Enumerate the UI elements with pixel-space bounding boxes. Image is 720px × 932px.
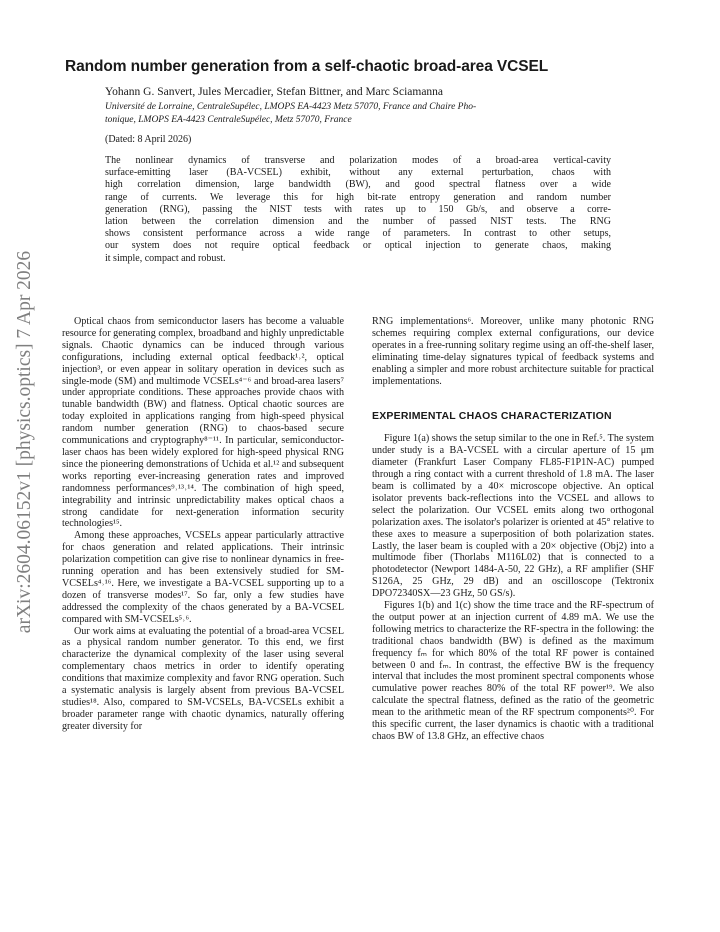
body-paragraph: Among these approaches, VCSELs appear particularly attractive for chaos generation and related applications. Their intrinsic polarization competition can give rise to nonlinear dynamics in free-running operation and has been extensively studied for SM-VCSELs⁴˒¹⁶. Here, we investigate a BA-VCSEL supporting up to a dozen of transverse modes¹⁷. So far, only a few studies have addressed the complexity of the chaos generated by a BA-VCSEL compared with SM-VCSELs⁵˒⁶. bbox=[62, 530, 344, 625]
body-paragraph: RNG implementations⁶. Moreover, unlike many photonic RNG schemes requiring complex external configurations, our device operates in a free-running solitary regime using an off-the-shelf laser, eliminating time-delay signatures typical of feedback systems and enabling a simpler and more robust architecture suitable for practical implementations. bbox=[372, 316, 654, 387]
left-column bbox=[62, 316, 344, 733]
paper-title: Random number generation from a self-chaotic broad-area VCSEL bbox=[65, 58, 549, 75]
affiliation-line-1: Université de Lorraine, CentraleSupélec, LMOPS EA-4423 Metz 57070, France and Chaire Pho- bbox=[105, 102, 477, 112]
author-list: Yohann G. Sanvert, Jules Mercadier, Stefan Bittner, and Marc Sciamanna bbox=[105, 86, 444, 98]
abstract-line: lation between the correlation dimension and the number of passed NIST tests. The RNG bbox=[105, 216, 611, 227]
right-column bbox=[372, 316, 654, 743]
body-paragraph: Our work aims at evaluating the potential of a broad-area VCSEL as a physical random number generator. To this end, we first characterize the dynamical complexity of the laser using several complementary chaos metrics in order to identify operating conditions that maximize complexity and favor RNG operation. Such a systematic analysis is largely absent from previous BA-VCSEL studies¹⁸. Also, compared to SM-VCSELs, BA-VCSELs exhibit a broader parameter range with chaotic dynamics, naturally offering greater diversity for bbox=[62, 625, 344, 732]
body-paragraph: Figures 1(b) and 1(c) show the time trace and the RF-spectrum of the output power at an injection current of 4.89 mA. We use the following metrics to characterize the RF-spectra in the following: the traditional chaos bandwidth (BW) is defined as the maximum frequency fₘ for which 80% of the total RF power is contained between 0 and fₘ. In contrast, the effective BW is the frequency interval that includes the most prominent spectral components whose cumulative power reaches 80% of the total RF power¹⁹. We also calculate the spectral flatness, defined as the ratio of the geometric mean to the arithmetic mean of the RF spectrum components²⁰. For this specific current, the laser dynamics is chaotic with a traditional chaos BW of 13.8 GHz, an effective chaos bbox=[372, 600, 654, 742]
abstract-line: range of currents. We leverage this for high bit-rate entropy generation and random number bbox=[105, 191, 611, 203]
abstract-line: generation (RNG), passing the NIST tests with rates up to 150 Gb/s, and observe a corre- bbox=[105, 203, 611, 215]
section-heading: EXPERIMENTAL CHAOS CHARACTERIZATION bbox=[372, 410, 612, 423]
arxiv-identifier: arXiv:2604.06152v1 [physics.optics] 7 Apr 2026 bbox=[14, 250, 36, 634]
body-paragraph: Figure 1(a) shows the setup similar to the one in Ref.⁵. The system under study is a BA-VCSEL with a circular aperture of 15 μm diameter (Frankfurt Laser Company FL85-F1P1N-AC) pumped through a ring contact with a current threshold of 1.8 mA. The laser beam is collimated by a 40× microscope objective. An optical isolator prevents back-reflections into the VCSEL and allows to select the polarization. Our VCSEL emits along two orthogonal polarization axes. The isolator's polarizer is oriented at 45° relative to these axes to measure a superposition of both polarization states. Lastly, the laser beam is coupled with a 20× objective (Obj2) into a multimode fiber (Thorlabs M116L02) that is connected to a photodetector (Newport 1484-A-50, 22 GHz), a RF amplifier (SHF S126A, 25 GHz, 29 dB) and an oscilloscope (Tektronix DPO72340SX—23 GHz, 50 GS/s). bbox=[372, 433, 654, 600]
abstract-line: The nonlinear dynamics of transverse and polarization modes of a broad-area vertical-cavity bbox=[105, 155, 611, 166]
date-line: (Dated: 8 April 2026) bbox=[105, 134, 192, 145]
abstract-line: it simple, compact and robust. bbox=[105, 252, 226, 264]
body-paragraph: Optical chaos from semiconductor lasers has become a valuable resource for generating complex, broadband and highly unpredictable signals. Chaotic dynamics can be induced through various configurations, including external optical feedback¹˒², optical injection³, or even appear in solitary operation in devices such as single-mode (SM) and multimode VCSELs⁴⁻⁶ and broad-area lasers⁷ under appropriate conditions. These approaches provide chaos with tunable bandwidth (BW) and flatness. Optical chaotic sources are today exploited in applications ranging from high-speed physical random number generation (RNG) to chaos-based secure communications and cryptography⁸⁻¹¹. In particular, semiconductor-laser chaos has been widely explored for high-speed physical RNG since the pioneering demonstrations of Uchida et al.¹² and subsequent works reporting ever-increasing generation rates and improved randomness performances⁹˒¹³˒¹⁴. The combination of high speed, integrability and intrinsic unpredictability makes optical chaos a strong candidate for next-generation information security technologies¹⁵. bbox=[62, 316, 344, 530]
abstract-line: shows consistent performance across a wide range of parameters. In contrast to other setups, bbox=[105, 228, 611, 240]
abstract-line: surface-emitting laser (BA-VCSEL) exhibit, without any external perturbation, chaos with bbox=[105, 167, 611, 179]
affiliation-line-2: tonique, LMOPS EA-4423 CentraleSupélec, Metz 57070, France bbox=[105, 115, 352, 125]
abstract-line: our system does not require optical feedback or optical injection to generate chaos, making bbox=[105, 240, 611, 252]
abstract-line: high correlation dimension, large bandwidth (BW), and good spectral flatness over a wide bbox=[105, 179, 611, 191]
